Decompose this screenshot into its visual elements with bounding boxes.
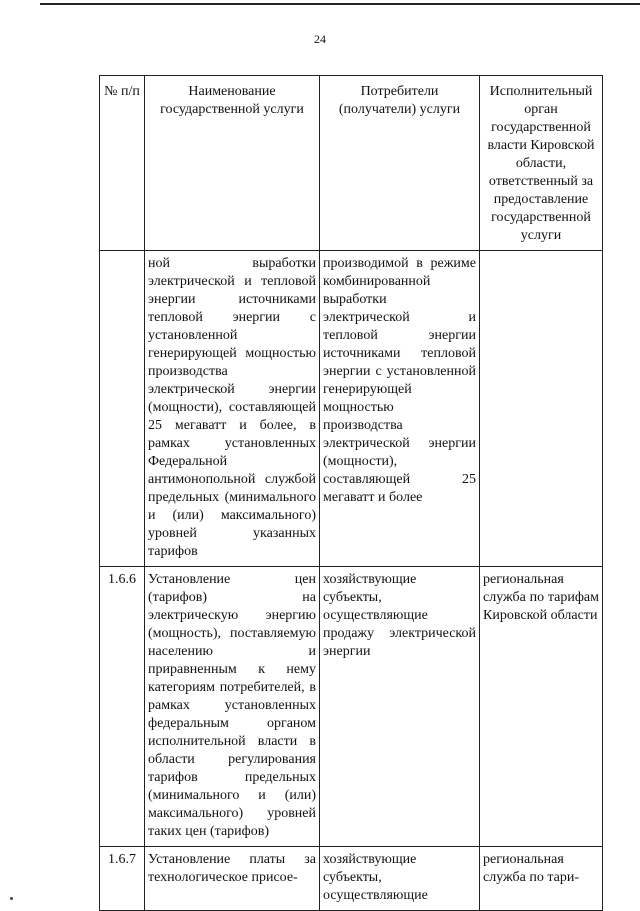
authority-cell: региональная служба по тарифам Кировской области	[480, 567, 603, 847]
header-consumers: Потребители (получатели) услуги	[320, 76, 480, 251]
authority-cell	[480, 251, 603, 567]
service-name-cell: ной выработки электрической и тепловой энергии источниками тепловой энергии с установленной генерирующей мощностью производства электрической энергии (мощности), составляющей 25 мегаватт и более, в рамках установленных Федеральной антимонопольной службой предельных (минимального и (или) максимального) уровней указанных тарифов	[145, 251, 320, 567]
header-number: № п/п	[100, 76, 145, 251]
table-row	[100, 251, 603, 567]
authority-cell: региональная служба по тари-	[480, 847, 603, 911]
consumers-cell: производимой в режиме комбинированной выработки электрической и тепловой энергии источниками тепловой энергии с установленной генерирующей мощностью производства электрической энергии (мощности), составляющей 25 мегаватт и более	[320, 251, 480, 567]
service-name-cell: Установление платы за технологическое присое-	[145, 847, 320, 911]
table-row	[100, 847, 603, 911]
services-table	[99, 75, 603, 911]
row-number	[100, 251, 145, 567]
page-number: 24	[314, 32, 326, 46]
top-rule	[40, 3, 640, 5]
row-number: 1.6.6	[100, 567, 145, 847]
table-header-row	[100, 76, 603, 251]
header-service-name: Наименование государственной услуги	[145, 76, 320, 251]
table-row	[100, 567, 603, 847]
consumers-cell: хозяйствующие субъекты, осуществляющие продажу электрической энергии	[320, 567, 480, 847]
header-authority: Исполнительный орган государственной власти Кировской области, ответственный за предоставление государственной услуги	[480, 76, 603, 251]
consumers-cell: хозяйствующие субъекты, осуществляющие	[320, 847, 480, 911]
service-name-cell: Установление цен (тарифов) на электрическую энергию (мощность), поставляемую населению и приравненным к нему категориям потребителей, в рамках установленных федеральным органом исполнительной власти в области регулирования тарифов предельных (минимального и (или) максимального) уровней таких цен (тарифов)	[145, 567, 320, 847]
row-number: 1.6.7	[100, 847, 145, 911]
scan-speck	[10, 897, 13, 900]
